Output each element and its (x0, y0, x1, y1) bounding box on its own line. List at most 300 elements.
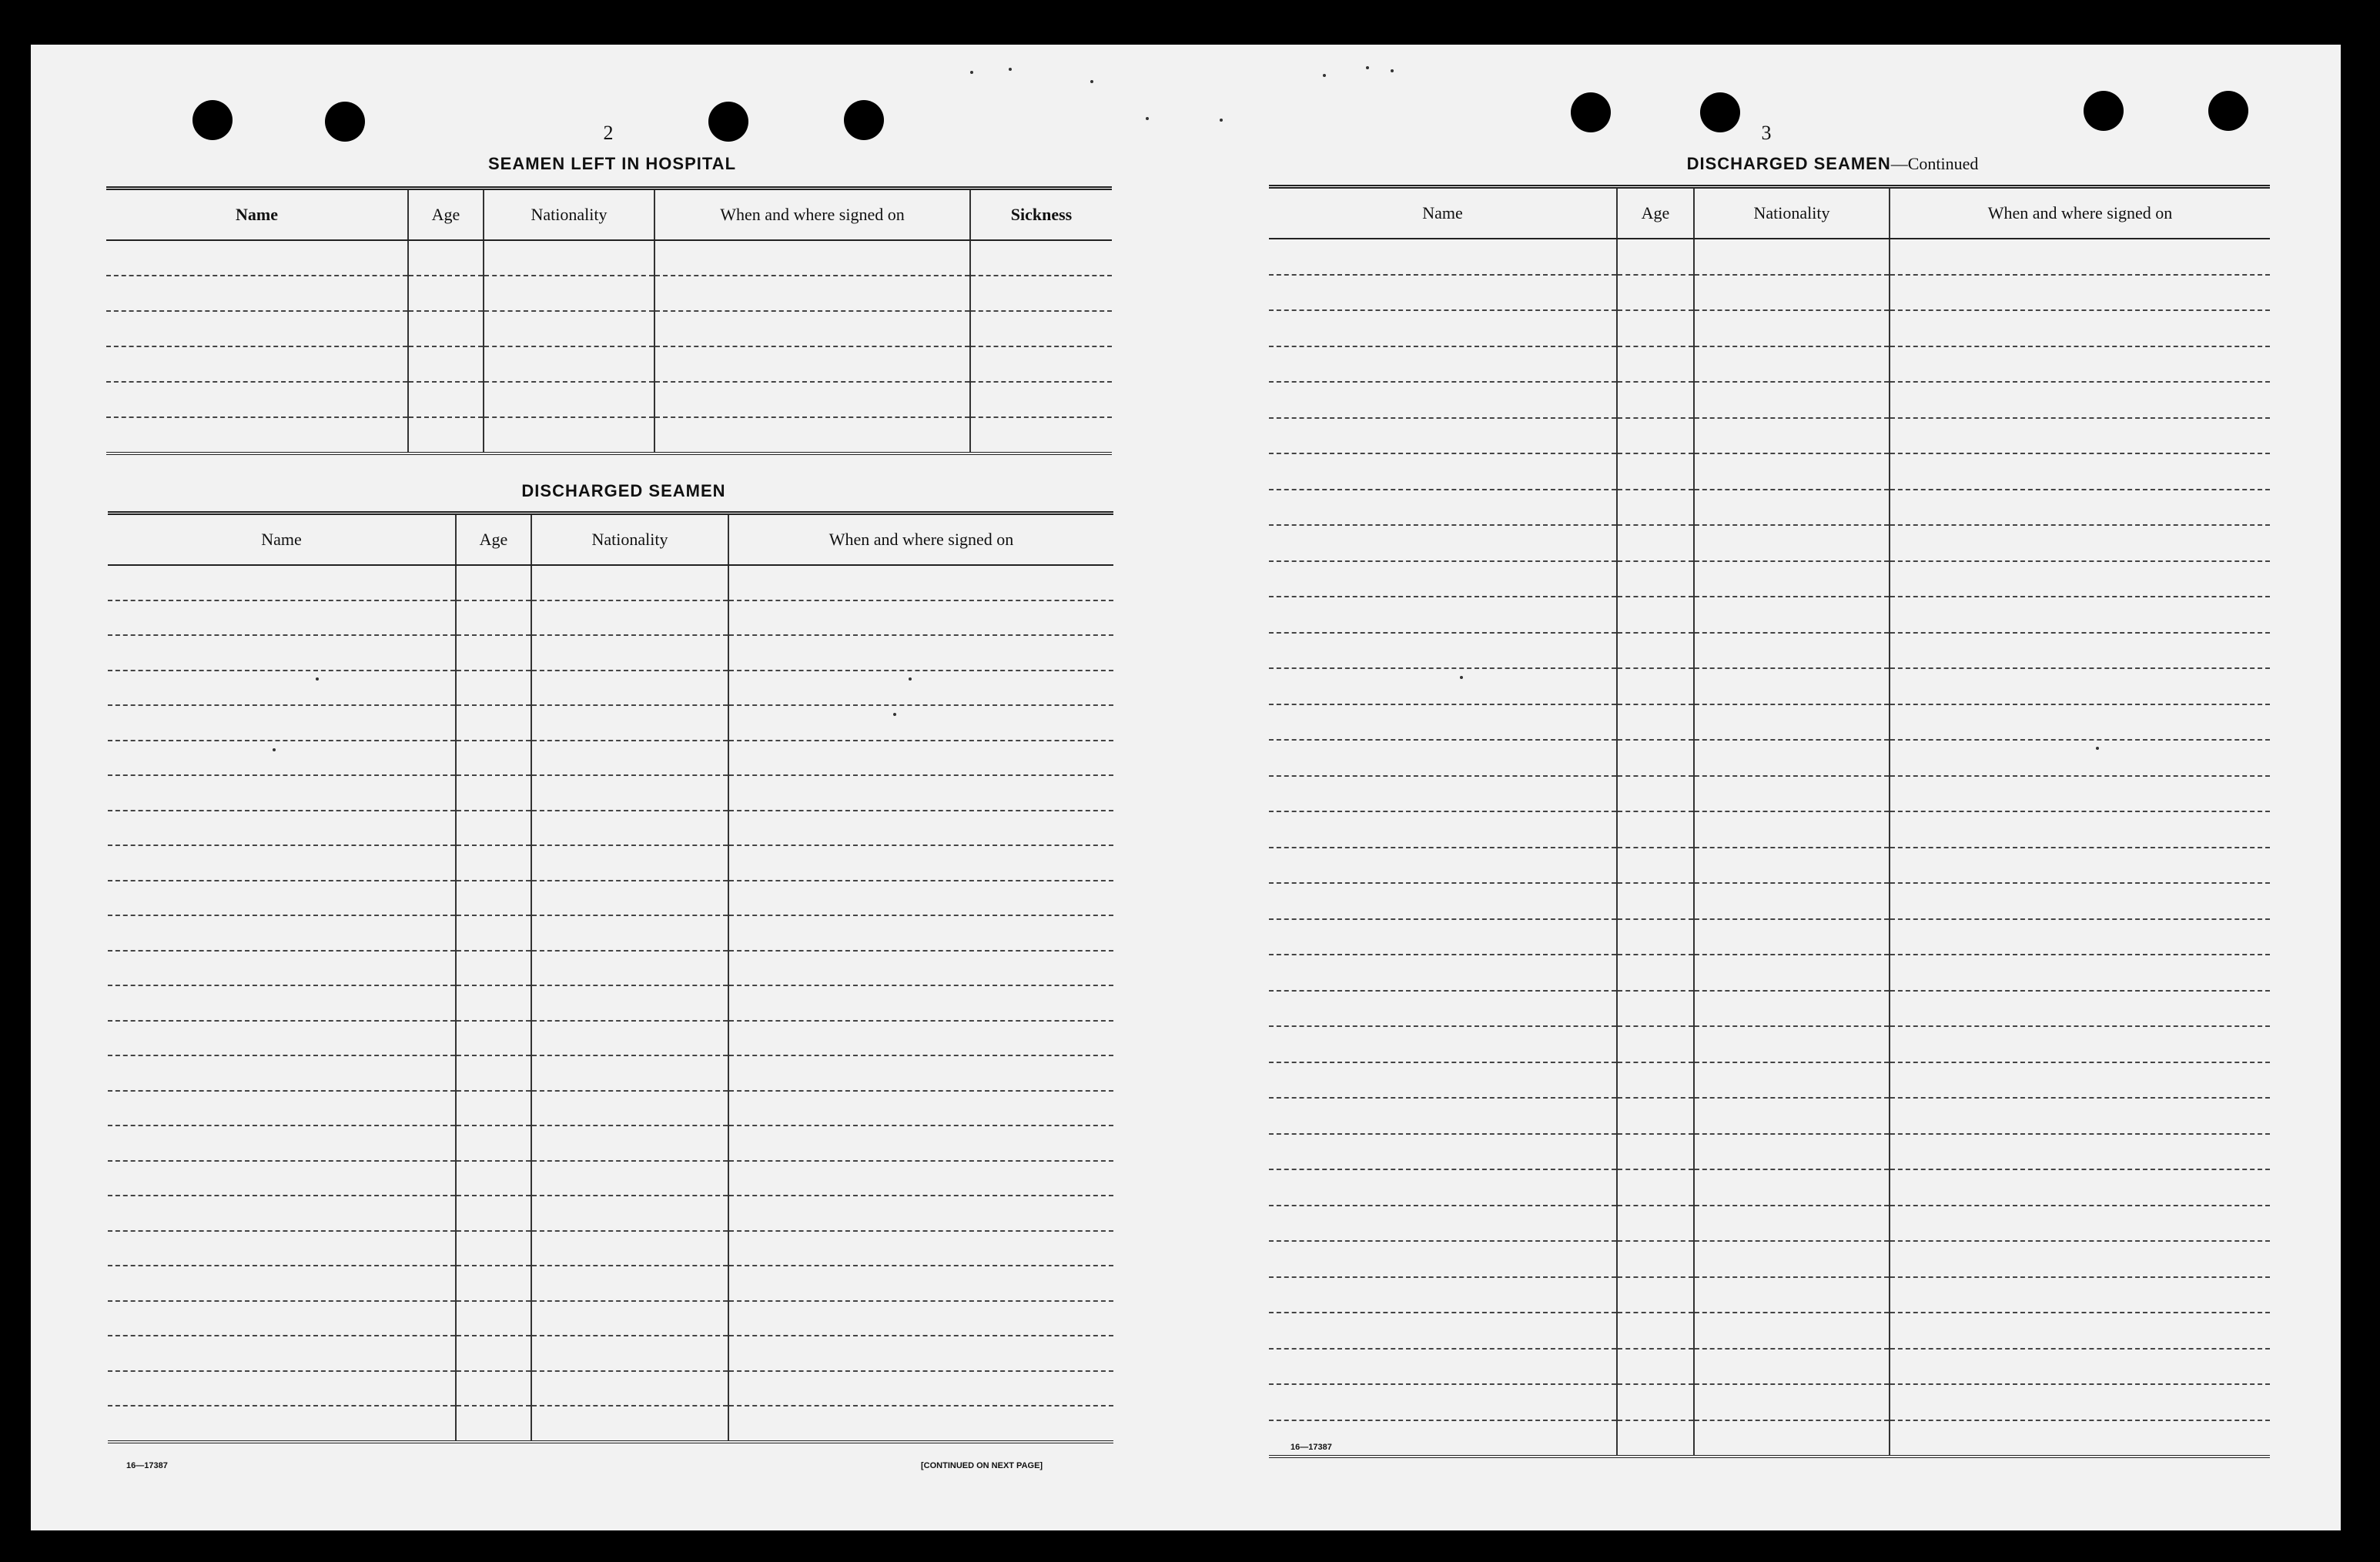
blank-cell (1694, 1026, 1890, 1062)
blank-cell (1694, 382, 1890, 418)
table-row (108, 565, 1113, 600)
speck (1323, 74, 1326, 77)
blank-cell (456, 565, 531, 600)
blank-cell (1694, 597, 1890, 633)
blank-cell (1269, 490, 1617, 526)
blank-cell (531, 951, 728, 986)
table-row (1269, 991, 2270, 1027)
blank-cell (108, 741, 456, 776)
blank-cell (108, 1336, 456, 1371)
blank-cell (108, 600, 456, 636)
blank-cell (1694, 1349, 1890, 1385)
table-row (1269, 1169, 2270, 1206)
hospital-table (106, 186, 1112, 455)
blank-cell (1694, 1277, 1890, 1313)
table-row (108, 1055, 1113, 1091)
blank-cell (728, 600, 1113, 636)
table-row (108, 1406, 1113, 1442)
table-row (108, 1371, 1113, 1406)
blank-cell (1617, 1062, 1694, 1099)
blank-cell (728, 845, 1113, 881)
blank-cell (654, 417, 970, 453)
blank-cell (1617, 1206, 1694, 1242)
blank-cell (1694, 1062, 1890, 1099)
punch-hole-icon (708, 102, 748, 142)
table-row (1269, 418, 2270, 454)
blank-cell (1269, 1313, 1617, 1349)
blank-cell (728, 1371, 1113, 1406)
blank-cell (456, 1055, 531, 1091)
section-title-discharged: DISCHARGED SEAMEN (521, 481, 726, 500)
blank-cell (408, 276, 484, 311)
blank-cell (408, 311, 484, 346)
blank-cell (1694, 776, 1890, 812)
blank-cell (456, 811, 531, 846)
blank-cell (728, 1091, 1113, 1126)
blank-cell (1617, 382, 1694, 418)
table-row (108, 705, 1113, 741)
blank-cell (108, 565, 456, 600)
blank-cell (1269, 1277, 1617, 1313)
blank-cell (456, 1091, 531, 1126)
table-row (1269, 776, 2270, 812)
blank-cell (970, 417, 1112, 453)
table-row (1269, 1349, 2270, 1385)
table-row (106, 276, 1112, 311)
blank-cell (654, 311, 970, 346)
blank-cell (106, 311, 408, 346)
blank-cell (1694, 668, 1890, 704)
blank-cell (728, 671, 1113, 706)
blank-cell (1269, 1026, 1617, 1062)
blank-cell (1890, 346, 2270, 383)
blank-cell (108, 915, 456, 951)
blank-cell (1617, 1169, 1694, 1206)
blank-cell (456, 705, 531, 741)
table-row (1269, 561, 2270, 597)
blank-cell (1890, 1062, 2270, 1099)
table-row (108, 600, 1113, 636)
blank-cell (108, 1021, 456, 1056)
blank-cell (728, 1196, 1113, 1231)
blank-cell (1890, 1384, 2270, 1420)
table-row (108, 811, 1113, 846)
blank-cell (728, 565, 1113, 600)
blank-cell (1694, 991, 1890, 1027)
blank-cell (108, 1406, 456, 1442)
blank-cell (1617, 811, 1694, 848)
blank-cell (1890, 633, 2270, 669)
table-row (108, 951, 1113, 986)
col-nationality: Nationality (531, 513, 728, 566)
blank-cell (1269, 776, 1617, 812)
table-row (108, 635, 1113, 671)
blank-cell (1269, 1349, 1617, 1385)
table-row (108, 1266, 1113, 1301)
blank-cell (1890, 668, 2270, 704)
col-signed-on: When and where signed on (728, 513, 1113, 566)
blank-cell (108, 881, 456, 916)
blank-cell (484, 417, 654, 453)
blank-cell (531, 705, 728, 741)
blank-cell (531, 1231, 728, 1266)
blank-cell (728, 1336, 1113, 1371)
table-row (1269, 239, 2270, 275)
blank-cell (108, 845, 456, 881)
table-row (1269, 1313, 2270, 1349)
blank-cell (1269, 597, 1617, 633)
blank-cell (1269, 1169, 1617, 1206)
table-row (1269, 668, 2270, 704)
blank-cell (106, 417, 408, 453)
speck (1146, 117, 1149, 120)
blank-cell (456, 635, 531, 671)
blank-cell (1269, 633, 1617, 669)
blank-cell (1694, 275, 1890, 311)
blank-cell (456, 1301, 531, 1336)
blank-cell (1269, 1062, 1617, 1099)
blank-cell (1694, 919, 1890, 955)
blank-cell (1617, 1241, 1694, 1277)
table-row (108, 1021, 1113, 1056)
blank-cell (1694, 633, 1890, 669)
table-row (1269, 1241, 2270, 1277)
table-row (1269, 848, 2270, 884)
blank-cell (1890, 740, 2270, 776)
blank-cell (1617, 776, 1694, 812)
blank-cell (1269, 955, 1617, 991)
blank-cell (106, 276, 408, 311)
blank-cell (728, 705, 1113, 741)
blank-cell (1890, 525, 2270, 561)
blank-cell (456, 915, 531, 951)
blank-cell (108, 1126, 456, 1161)
blank-cell (1617, 1026, 1694, 1062)
blank-cell (531, 1371, 728, 1406)
col-age: Age (1617, 187, 1694, 239)
blank-cell (1694, 346, 1890, 383)
blank-cell (456, 1021, 531, 1056)
table-row (108, 1301, 1113, 1336)
blank-cell (1890, 1349, 2270, 1385)
blank-cell (1269, 740, 1617, 776)
blank-cell (484, 276, 654, 311)
blank-cell (728, 915, 1113, 951)
blank-cell (1269, 1206, 1617, 1242)
blank-cell (1694, 310, 1890, 346)
blank-cell (531, 985, 728, 1021)
blank-cell (531, 1021, 728, 1056)
col-sickness: Sickness (970, 189, 1112, 241)
blank-cell (1617, 453, 1694, 490)
blank-cell (1694, 453, 1890, 490)
blank-cell (1617, 740, 1694, 776)
table-row (108, 915, 1113, 951)
blank-cell (531, 775, 728, 811)
blank-cell (531, 1336, 728, 1371)
blank-cell (108, 1301, 456, 1336)
blank-cell (1269, 883, 1617, 919)
blank-cell (1890, 1420, 2270, 1457)
table-row (108, 845, 1113, 881)
blank-cell (484, 240, 654, 276)
blank-cell (484, 346, 654, 382)
blank-cell (531, 1406, 728, 1442)
blank-cell (1617, 310, 1694, 346)
table-row (1269, 453, 2270, 490)
discharged-table (108, 511, 1113, 1443)
blank-cell (1617, 346, 1694, 383)
col-name: Name (1269, 187, 1617, 239)
blank-cell (1617, 991, 1694, 1027)
table-row (108, 881, 1113, 916)
table-row (1269, 525, 2270, 561)
blank-cell (456, 881, 531, 916)
blank-cell (1890, 310, 2270, 346)
blank-cell (108, 1091, 456, 1126)
blank-cell (108, 671, 456, 706)
blank-cell (108, 1231, 456, 1266)
blank-cell (1694, 955, 1890, 991)
col-name: Name (108, 513, 456, 566)
blank-cell (1269, 561, 1617, 597)
blank-cell (456, 1161, 531, 1196)
blank-cell (1694, 1384, 1890, 1420)
table-row (1269, 919, 2270, 955)
blank-cell (1890, 490, 2270, 526)
blank-cell (456, 1336, 531, 1371)
table-row (108, 1196, 1113, 1231)
table-row (1269, 740, 2270, 776)
blank-cell (728, 1161, 1113, 1196)
blank-cell (408, 382, 484, 417)
blank-cell (1694, 1420, 1890, 1457)
blank-cell (108, 985, 456, 1021)
blank-cell (1269, 525, 1617, 561)
col-signed-on: When and where signed on (654, 189, 970, 241)
blank-cell (1269, 275, 1617, 311)
col-age: Age (408, 189, 484, 241)
punch-hole-icon (192, 100, 233, 140)
blank-cell (484, 311, 654, 346)
col-nationality: Nationality (484, 189, 654, 241)
blank-cell (728, 1406, 1113, 1442)
table-row (108, 1126, 1113, 1161)
section-title-text: DISCHARGED SEAMEN (1686, 154, 1891, 173)
blank-cell (1890, 811, 2270, 848)
table-row (1269, 811, 2270, 848)
blank-cell (728, 951, 1113, 986)
table-row (106, 346, 1112, 382)
blank-cell (1269, 811, 1617, 848)
table-row (1269, 1206, 2270, 1242)
blank-cell (531, 1161, 728, 1196)
blank-cell (1890, 704, 2270, 741)
table-row (108, 1336, 1113, 1371)
table-row (106, 240, 1112, 276)
table-row (1269, 275, 2270, 311)
blank-cell (1890, 382, 2270, 418)
table-row (108, 775, 1113, 811)
blank-cell (654, 240, 970, 276)
blank-cell (1617, 525, 1694, 561)
blank-cell (1890, 1169, 2270, 1206)
speck (1391, 69, 1394, 72)
blank-cell (728, 635, 1113, 671)
punch-hole-icon (2208, 91, 2248, 131)
table-row (1269, 1098, 2270, 1134)
blank-cell (654, 276, 970, 311)
blank-cell (108, 1055, 456, 1091)
blank-cell (1269, 704, 1617, 741)
blank-cell (728, 741, 1113, 776)
section-title-discharged-continued (1540, 154, 2125, 174)
blank-cell (408, 240, 484, 276)
blank-cell (1694, 740, 1890, 776)
blank-cell (1269, 382, 1617, 418)
continued-note: [CONTINUED ON NEXT PAGE] (921, 1461, 1043, 1470)
table-row (106, 417, 1112, 453)
blank-cell (1890, 275, 2270, 311)
blank-cell (108, 811, 456, 846)
blank-cell (970, 382, 1112, 417)
blank-cell (970, 276, 1112, 311)
table-row (1269, 346, 2270, 383)
speck (1220, 119, 1223, 122)
blank-cell (531, 1091, 728, 1126)
header-row (1269, 187, 2270, 239)
blank-cell (531, 671, 728, 706)
col-name: Name (106, 189, 408, 241)
blank-cell (531, 1266, 728, 1301)
blank-cell (1269, 1098, 1617, 1134)
blank-cell (728, 1126, 1113, 1161)
blank-cell (1890, 991, 2270, 1027)
blank-cell (1694, 1206, 1890, 1242)
form-number: 16—17387 (1290, 1443, 1332, 1452)
blank-cell (1694, 848, 1890, 884)
blank-cell (728, 775, 1113, 811)
blank-cell (531, 1301, 728, 1336)
blank-cell (106, 240, 408, 276)
blank-cell (1617, 490, 1694, 526)
blank-cell (456, 1196, 531, 1231)
blank-cell (1617, 955, 1694, 991)
table-row (1269, 955, 2270, 991)
blank-cell (1890, 848, 2270, 884)
blank-cell (108, 635, 456, 671)
blank-cell (531, 811, 728, 846)
blank-cell (728, 811, 1113, 846)
blank-cell (1617, 275, 1694, 311)
blank-cell (970, 311, 1112, 346)
blank-cell (408, 417, 484, 453)
table-row (108, 1161, 1113, 1196)
header-row (108, 513, 1113, 566)
blank-cell (1694, 704, 1890, 741)
table-row (1269, 382, 2270, 418)
blank-cell (456, 1126, 531, 1161)
table-row (1269, 1026, 2270, 1062)
table-row (108, 671, 1113, 706)
blank-cell (531, 600, 728, 636)
blank-cell (456, 1266, 531, 1301)
blank-cell (1269, 1134, 1617, 1170)
blank-cell (1890, 453, 2270, 490)
table-row (1269, 1277, 2270, 1313)
blank-cell (1890, 955, 2270, 991)
blank-cell (1617, 1313, 1694, 1349)
blank-cell (1890, 1098, 2270, 1134)
blank-cell (106, 382, 408, 417)
blank-cell (1890, 418, 2270, 454)
table-row (1269, 704, 2270, 741)
blank-cell (1269, 310, 1617, 346)
blank-cell (1269, 848, 1617, 884)
punch-hole-icon (325, 102, 365, 142)
punch-hole-icon (844, 100, 884, 140)
blank-cell (531, 565, 728, 600)
table-row (1269, 1134, 2270, 1170)
blank-cell (1890, 919, 2270, 955)
blank-cell (456, 741, 531, 776)
blank-cell (1694, 1134, 1890, 1170)
blank-cell (456, 985, 531, 1021)
blank-cell (531, 1055, 728, 1091)
blank-cell (108, 1371, 456, 1406)
section-title-suffix: —Continued (1890, 154, 1979, 173)
col-signed-on: When and where signed on (1890, 187, 2270, 239)
table-row (1269, 1062, 2270, 1099)
blank-cell (1890, 597, 2270, 633)
blank-cell (531, 1126, 728, 1161)
blank-cell (106, 346, 408, 382)
blank-cell (108, 1266, 456, 1301)
blank-cell (1694, 1241, 1890, 1277)
section-title-hospital: SEAMEN LEFT IN HOSPITAL (487, 154, 737, 173)
blank-cell (1617, 597, 1694, 633)
speck (1009, 68, 1012, 71)
page-number: 3 (1761, 122, 1772, 144)
table-row (108, 1091, 1113, 1126)
blank-cell (531, 845, 728, 881)
blank-cell (1617, 418, 1694, 454)
blank-cell (1617, 1349, 1694, 1385)
blank-cell (1617, 704, 1694, 741)
form-number: 16—17387 (126, 1461, 168, 1470)
speck (970, 71, 973, 74)
blank-cell (728, 1231, 1113, 1266)
blank-cell (1694, 811, 1890, 848)
blank-cell (1694, 1313, 1890, 1349)
blank-cell (456, 1231, 531, 1266)
blank-cell (1617, 1420, 1694, 1457)
blank-cell (1617, 239, 1694, 275)
blank-cell (1269, 668, 1617, 704)
blank-cell (1890, 1313, 2270, 1349)
blank-cell (1269, 239, 1617, 275)
blank-cell (1617, 919, 1694, 955)
blank-cell (531, 915, 728, 951)
table-row (1269, 1384, 2270, 1420)
blank-cell (1890, 776, 2270, 812)
punch-hole-icon (1700, 92, 1740, 132)
blank-cell (456, 600, 531, 636)
blank-cell (1890, 239, 2270, 275)
blank-cell (1617, 1098, 1694, 1134)
blank-cell (1617, 668, 1694, 704)
blank-cell (1269, 919, 1617, 955)
